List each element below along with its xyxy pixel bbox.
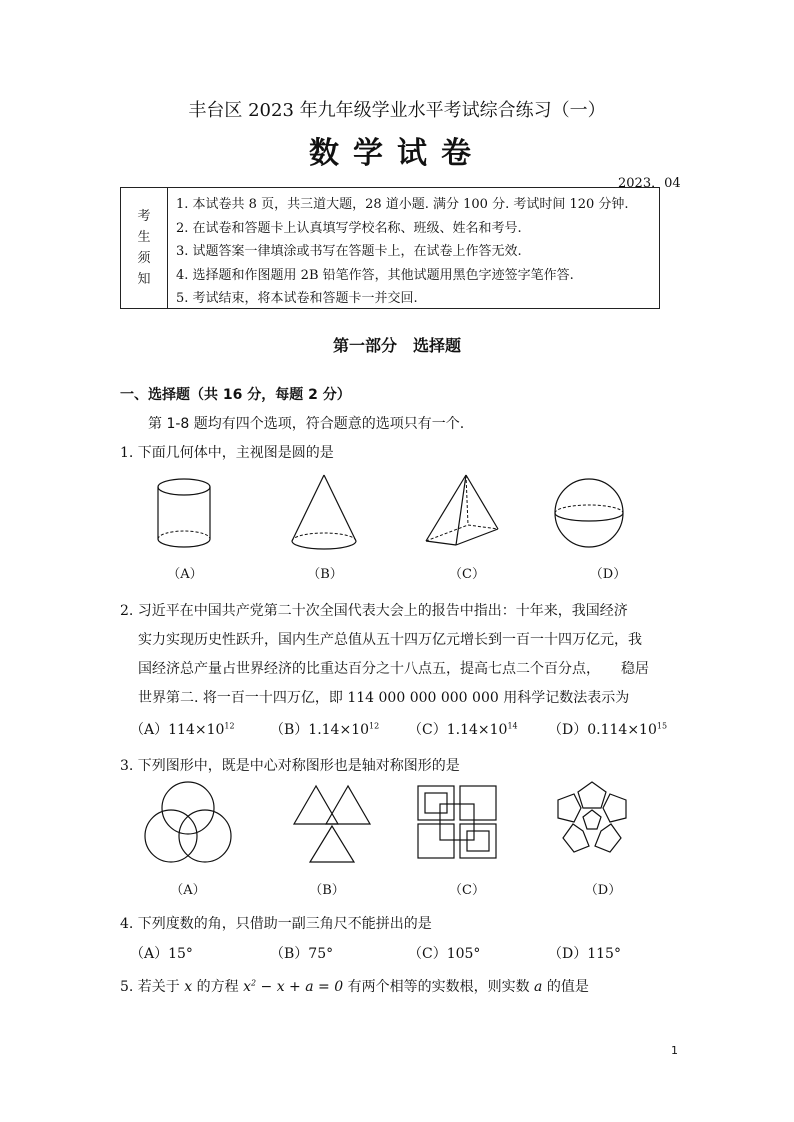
option-label: （C） — [408, 722, 447, 738]
notice-box — [120, 187, 660, 309]
exam-subtitle: 丰台区 2023 年九年级学业水平考试综合练习（一） — [188, 100, 606, 121]
option-base: 1.14×10 — [446, 722, 508, 738]
option-exp: 12 — [369, 721, 380, 731]
notice-item: 4. 选择题和作图题用 2B 铅笔作答，其他试题用黑色字迹签字笔作答. — [176, 267, 574, 283]
sphere-figure — [553, 477, 628, 552]
question-4-stem: 4. 下列度数的角，只借助一副三角尺不能拼出的是 — [120, 916, 432, 932]
option-d — [548, 719, 667, 739]
option-label: （D） — [589, 567, 627, 582]
q5-equation: $x^2 - x + a = 0$ — [243, 978, 344, 995]
q5-var-x: x — [184, 979, 193, 995]
q5-text: 的方程 — [196, 979, 239, 995]
option-exp: 15 — [656, 721, 668, 731]
pyramid-figure — [420, 473, 505, 558]
cone-figure — [284, 473, 364, 558]
option-label: （B） — [270, 722, 309, 738]
exam-title: 数学试卷 — [309, 136, 485, 171]
option-base: 0.114×10 — [587, 722, 657, 738]
notice-item: 3. 试题答案一律填涂或书写在答题卡上，在试卷上作答无效. — [176, 244, 522, 259]
three-triangles-figure — [292, 784, 372, 864]
question-1-stem: 1. 下面几何体中，主视图是圆的是 — [120, 445, 334, 461]
option-base: 1.14×10 — [308, 722, 370, 738]
exam-date: 2023．04 — [618, 176, 681, 191]
question-5-stem — [120, 976, 589, 996]
notice-item: 5. 考试结束，将本试卷和答题卡一并交回. — [176, 291, 418, 306]
notice-label-char: 须 — [137, 251, 151, 266]
pentagons-figure — [552, 780, 632, 860]
option-label: （B） — [309, 883, 345, 898]
q5-text: 有两个相等的实数根，则实数 — [347, 979, 530, 995]
question-2-line: 国经济总产量占世界经济的比重达百分之十八点五，提高七点二个百分点， 稳居 — [138, 661, 649, 677]
cylinder-figure — [150, 475, 220, 555]
page-number: 1 — [671, 1044, 678, 1057]
question-2-line: 世界第二. 将一百一十四万亿，即 114 000 000 000 000 用科学记数法表示为 — [138, 690, 630, 706]
section-note: 第 1-8 题均有四个选项，符合题意的选项只有一个. — [148, 416, 465, 432]
option-c: （C）105° — [408, 946, 481, 962]
option-label: （C） — [449, 567, 485, 582]
interlocking-squares-figure — [416, 784, 498, 860]
notice-items — [176, 193, 629, 311]
option-label: （B） — [307, 567, 343, 582]
option-label: （A） — [130, 722, 169, 738]
option-label: （A） — [170, 883, 206, 898]
option-exp: 12 — [224, 721, 235, 731]
question-2-line: 实力实现历史性跃升，国内生产总值从五十四万亿元增长到一百一十四万亿元，我 — [138, 632, 642, 648]
option-a: （A）15° — [130, 946, 193, 962]
notice-label-char: 考 — [137, 209, 151, 224]
notice-item: 2. 在试卷和答题卡上认真填写学校名称、班级、姓名和考号. — [176, 220, 522, 236]
option-base: 114×10 — [168, 722, 225, 738]
three-circles-figure — [138, 780, 238, 870]
option-c — [408, 719, 518, 739]
option-exp: 14 — [507, 721, 518, 731]
question-3-stem: 3. 下列图形中，既是中心对称图形也是轴对称图形的是 — [120, 758, 460, 774]
notice-label-char: 生 — [137, 230, 151, 245]
option-b — [270, 719, 379, 739]
option-label: （C） — [449, 883, 485, 898]
option-a — [130, 719, 235, 739]
notice-label-char: 知 — [137, 272, 151, 287]
question-2-line: 2. 习近平在中国共产党第二十次全国代表大会上的报告中指出：十年来，我国经济 — [120, 603, 628, 619]
notice-label — [121, 188, 168, 308]
q5-var-a: a — [534, 979, 543, 995]
section-title: 一、选择题（共 16 分，每题 2 分） — [120, 387, 351, 403]
option-d: （D）115° — [548, 946, 621, 962]
option-b: （B）75° — [270, 946, 334, 962]
part-title: 第一部分 选择题 — [332, 336, 461, 355]
option-label: （A） — [167, 567, 203, 582]
option-label: （D） — [548, 722, 588, 738]
q5-text: 的值是 — [546, 979, 589, 995]
notice-item: 1. 本试卷共 8 页，共三道大题，28 道小题. 满分 100 分. 考试时间 120 分钟. — [176, 197, 629, 212]
q5-text: 5. 若关于 — [120, 979, 180, 995]
option-label: （D） — [584, 883, 622, 898]
